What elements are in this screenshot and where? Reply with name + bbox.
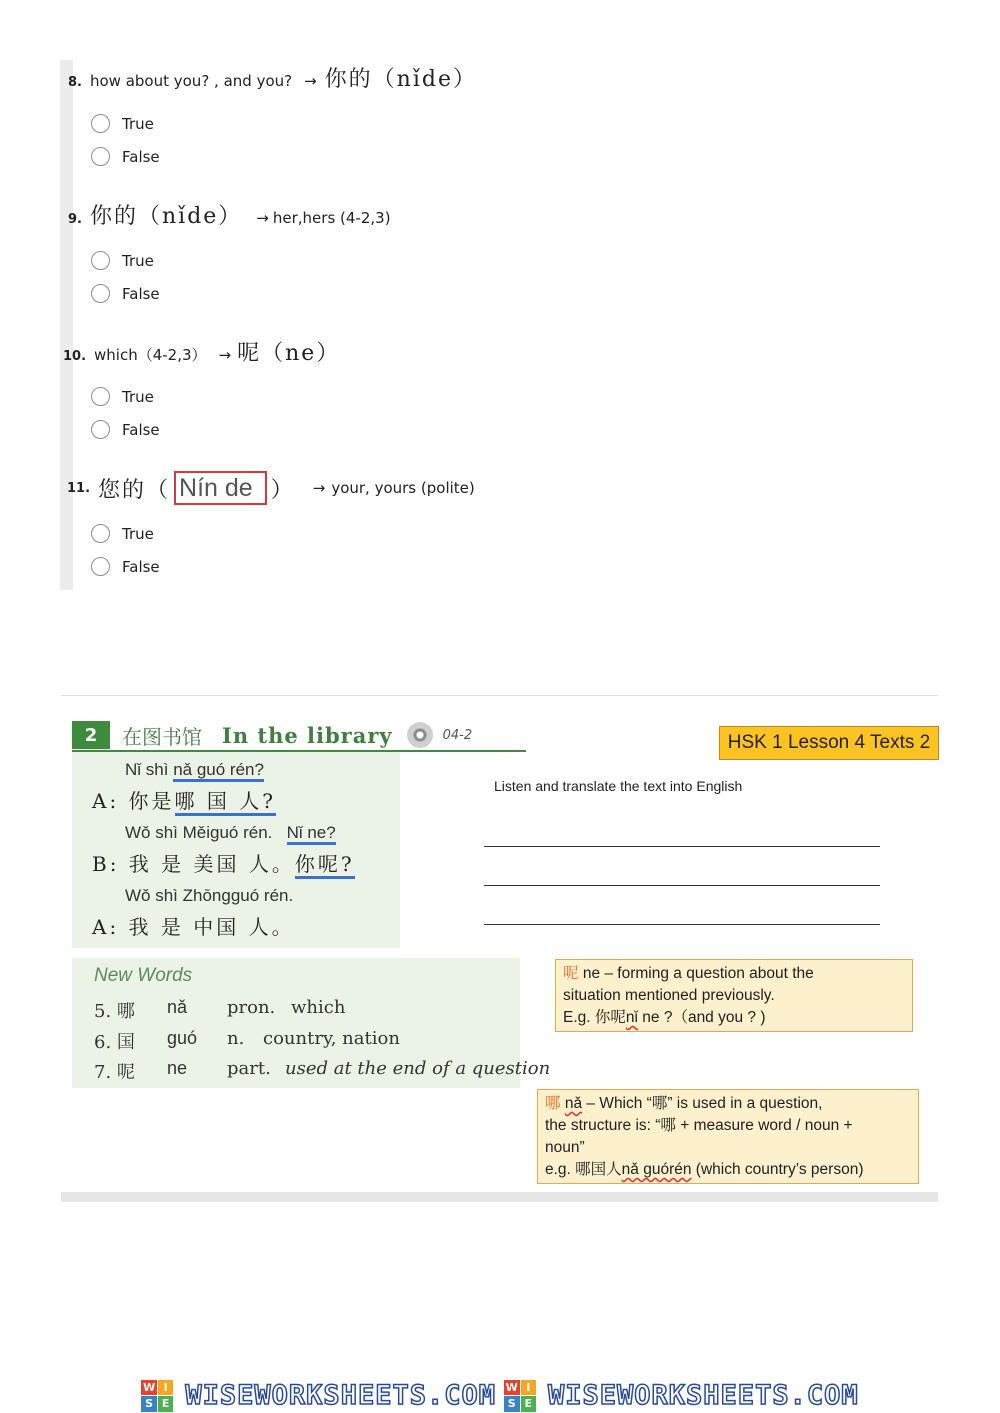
option-true[interactable] — [91, 251, 154, 270]
watermark-text: WISEWORKSHEETS.COM — [185, 1380, 496, 1411]
option-label: True — [122, 387, 154, 406]
instruction-text: Listen and translate the text into English — [494, 778, 743, 794]
note-na: 哪 nǎ – Which “哪” is used in a question, the structure is: “哪 + measure word / noun + noun” e.g. 哪国人nǎ guórén (which country’s person) — [537, 1089, 919, 1184]
lesson-header — [72, 720, 526, 752]
answer-line[interactable] — [484, 885, 880, 886]
option-label: True — [122, 524, 154, 543]
question-chinese-close: ） — [270, 477, 295, 503]
dialogue-line: A: 你是哪 国 人? — [92, 785, 276, 814]
option-label: False — [122, 284, 160, 303]
panel-shadow — [61, 1192, 938, 1202]
hsk-label: HSK 1 Lesson 4 Texts 2 — [719, 726, 939, 760]
pinyin-line: Nǐ shì nǎ guó rén? — [125, 760, 264, 780]
option-true[interactable] — [91, 387, 154, 406]
radio-button[interactable] — [91, 251, 110, 270]
radio-button[interactable] — [91, 284, 110, 303]
wise-logo-icon: W I S E — [504, 1380, 536, 1412]
new-words-title: New Words — [94, 965, 193, 986]
question-group-bar — [60, 60, 73, 590]
option-false[interactable] — [91, 147, 160, 166]
watermark-footer — [0, 1378, 1000, 1413]
answer-box: Nín de — [174, 471, 267, 505]
question-text: how about you? , and you? — [89, 72, 293, 90]
audio-disc-icon — [407, 722, 433, 748]
question-11 — [67, 471, 475, 505]
option-false[interactable] — [91, 284, 160, 303]
question-text: which（4-2,3） — [94, 346, 207, 364]
answer-line[interactable] — [484, 924, 880, 925]
arrow-icon: → — [218, 346, 232, 364]
lesson-title-chinese: 在图书馆 — [122, 724, 202, 749]
option-label: True — [122, 251, 154, 270]
radio-button[interactable] — [91, 524, 110, 543]
option-label: True — [122, 114, 154, 133]
question-number: 9. — [68, 212, 82, 227]
lesson-number: 2 — [72, 721, 110, 749]
pinyin-line: Wǒ shì Zhōngguó rén. — [125, 886, 294, 905]
question-10 — [63, 336, 340, 367]
radio-button[interactable] — [91, 147, 110, 166]
option-label: False — [122, 420, 160, 439]
arrow-icon: → — [304, 72, 317, 90]
option-true[interactable] — [91, 114, 154, 133]
lesson-title-english: In the library — [222, 722, 393, 748]
question-number: 8. — [68, 75, 82, 90]
question-chinese: 呢（ne） — [237, 341, 341, 366]
question-chinese: 你的（nǐde） — [324, 67, 477, 92]
question-text: her,hers (4-2,3) — [272, 209, 391, 227]
question-text: your, yours (polite) — [331, 479, 475, 497]
track-number: 04-2 — [442, 727, 473, 743]
question-chinese: 您的（ — [98, 477, 171, 503]
arrow-icon: → — [312, 479, 326, 497]
dialogue-line: B: 我 是 美国 人。你呢? — [92, 848, 355, 877]
dialogue-line: A: 我 是 中国 人。 — [92, 915, 295, 939]
wise-logo-icon: W I S E — [141, 1380, 173, 1412]
radio-button[interactable] — [91, 387, 110, 406]
arrow-icon: → — [256, 209, 269, 227]
question-number: 10. — [63, 349, 87, 364]
pinyin-line: Wǒ shì Měiguó rén. Nǐ ne? — [125, 823, 336, 843]
option-label: False — [122, 557, 160, 576]
option-true[interactable] — [91, 524, 154, 543]
question-9 — [68, 199, 391, 230]
option-false[interactable] — [91, 557, 160, 576]
option-label: False — [122, 147, 160, 166]
question-number: 11. — [67, 480, 91, 496]
watermark-text: WISEWORKSHEETS.COM — [548, 1380, 859, 1411]
option-false[interactable] — [91, 420, 160, 439]
question-8 — [68, 62, 477, 93]
radio-button[interactable] — [91, 114, 110, 133]
radio-button[interactable] — [91, 420, 110, 439]
radio-button[interactable] — [91, 557, 110, 576]
question-chinese: 你的（nǐde） — [89, 204, 243, 229]
answer-line[interactable] — [484, 846, 880, 847]
note-ne: 呢 ne – forming a question about the situation mentioned previously. E.g. 你呢nǐ ne ?（and you ? ) — [555, 959, 913, 1032]
